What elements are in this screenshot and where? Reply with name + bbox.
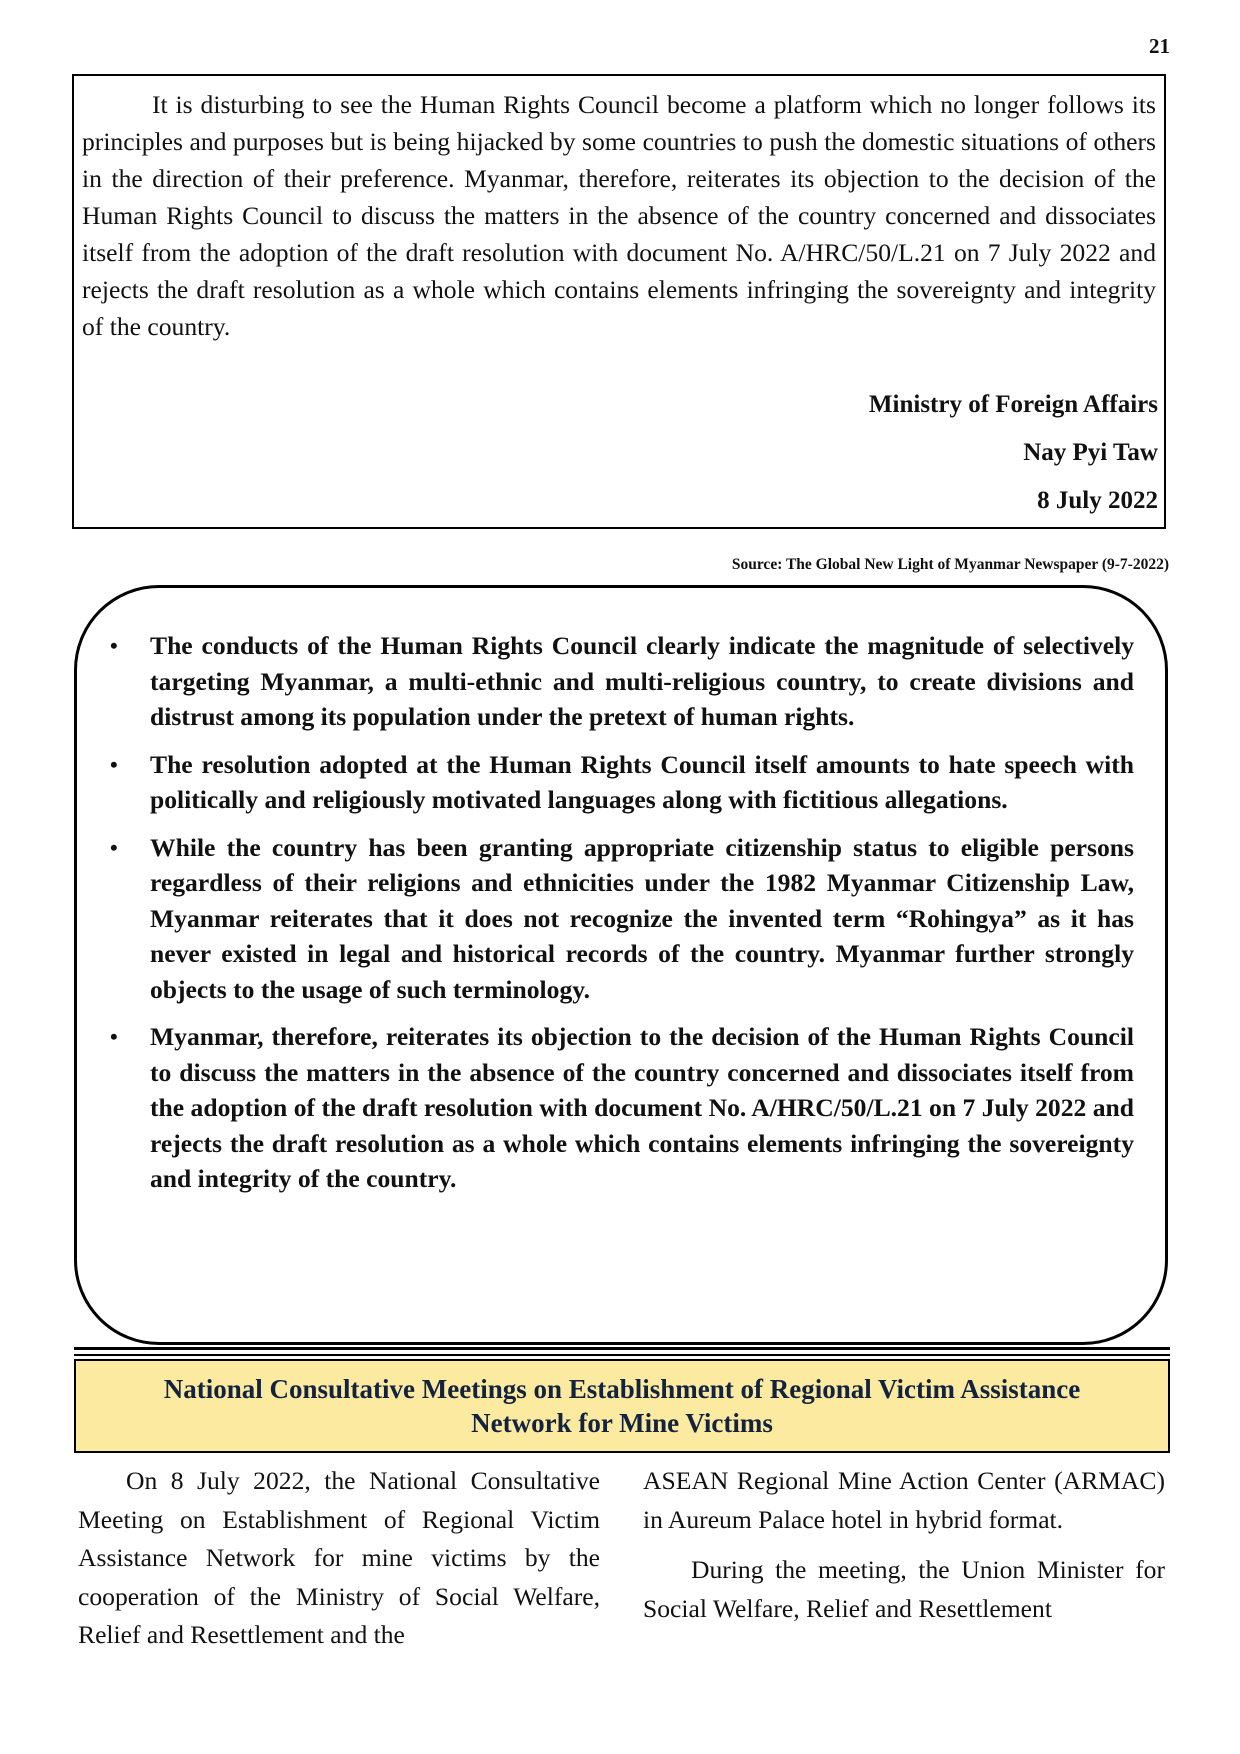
list-item-text: Myanmar, therefore, reiterates its objection to the decision of the Human Rights Council to discuss the matters in the absence of the country concerned and dissociates itself from the adoption of the draft resolution with document No. A/HRC/50/L.21 on 7 July 2022 and rejects the draft resolution as a whole which contains elements infringing the sovereignty and integrity of the country. xyxy=(150,1022,1134,1193)
source-citation: Source: The Global New Light of Myanmar Newspaper (9-7-2022) xyxy=(731,556,1169,573)
list-item-text: While the country has been granting appropriate citizenship status to eligible persons regardless of their religions and ethnicities under the 1982 Myanmar Citizenship Law, Myanmar reiterates that it does not recognize the invented term “Rohingya” as it has never existed in legal and historical records of the country. Myanmar further strongly objects to the usage of such terminology. xyxy=(150,832,1134,1004)
bullet-icon: • xyxy=(110,751,118,777)
list-item xyxy=(74,747,1134,818)
page-number: 21 xyxy=(1149,34,1170,58)
article-paragraph: During the meeting, the Union Minister for Social Welfare, Relief and Resettlement xyxy=(643,1555,1165,1623)
section-title-line-1: National Consultative Meetings on Establishment of Regional Victim Assistance xyxy=(163,1374,1081,1404)
list-item xyxy=(74,830,1134,1008)
bullet-icon: • xyxy=(110,1024,118,1049)
statement-box xyxy=(72,74,1166,529)
section-title-line-2: Network for Mine Victims xyxy=(471,1408,773,1438)
section-title xyxy=(164,1372,1081,1440)
article-right-column xyxy=(643,1462,1165,1628)
bullet-icon: • xyxy=(110,633,118,658)
signature-ministry: Ministry of Foreign Affairs xyxy=(868,391,1158,418)
article-paragraph: On 8 July 2022, the National Consultative Meeting on Establishment of Regional Victim Assistance Network for mine victims by the cooperation of the Ministry of Social Welfare, Relief and Resettlement and the xyxy=(78,1466,600,1649)
list-item-text: The conducts of the Human Rights Council clearly indicate the magnitude of selectively targeting Myanmar, a multi-ethnic and multi-religious country, to create divisions and distrust among its population under the pretext of human rights. xyxy=(150,631,1134,731)
list-item xyxy=(74,628,1134,735)
signature-city: Nay Pyi Taw xyxy=(1023,439,1158,466)
statement-body: It is disturbing to see the Human Rights Council become a platform which no longer follows its principles and purposes but is being hijacked by some countries to push the domestic situations of others in the direction of their preference. Myanmar, therefore, reiterates its objection to the decision of the Human Rights Council to discuss the matters in the absence of the country concerned and dissociates itself from the adoption of the draft resolution with document No. A/HRC/50/L.21 on 7 July 2022 and rejects the draft resolution as a whole which contains elements infringing the sovereignty and integrity of the country. xyxy=(82,90,1156,341)
highlight-list xyxy=(74,628,1134,1209)
list-item xyxy=(74,1019,1134,1197)
section-banner xyxy=(74,1359,1170,1453)
article-left-column xyxy=(78,1462,600,1655)
article-paragraph: ASEAN Regional Mine Action Center (ARMAC) in Aureum Palace hotel in hybrid format. xyxy=(643,1466,1165,1534)
list-item-text: The resolution adopted at the Human Rights Council itself amounts to hate speech with politically and religiously motivated languages along with fictitious allegations. xyxy=(150,749,1134,814)
section-divider-thick xyxy=(74,1347,1170,1350)
section-divider-thin xyxy=(74,1354,1170,1356)
bullet-icon: • xyxy=(110,834,118,860)
signature-date: 8 July 2022 xyxy=(1037,487,1158,514)
